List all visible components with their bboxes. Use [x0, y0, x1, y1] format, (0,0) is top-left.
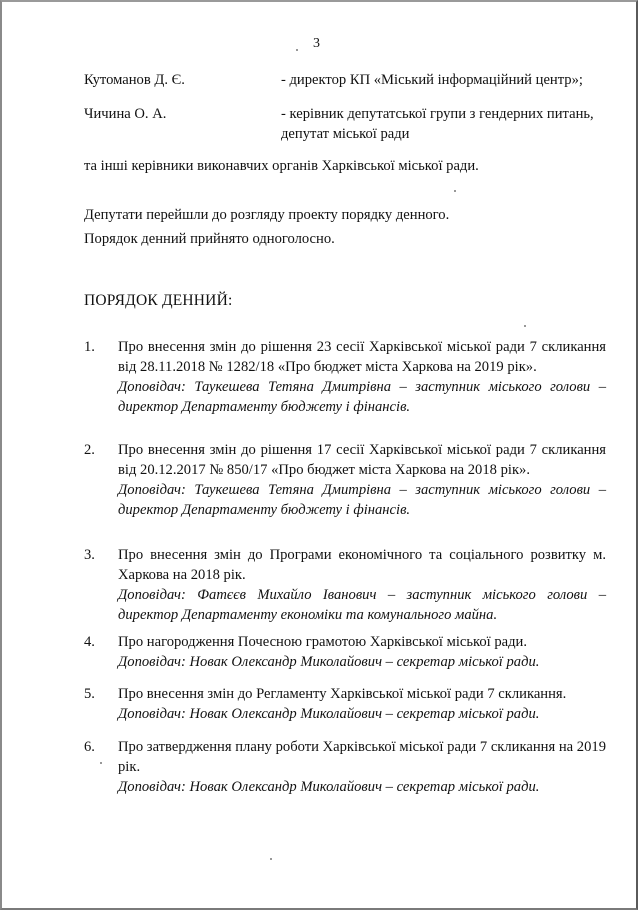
- agenda-item: [84, 632, 606, 672]
- agenda-item-body: [118, 545, 606, 625]
- adopted-paragraph: Порядок денний прийнято одноголосно.: [84, 231, 335, 247]
- agenda-item-number: 4.: [84, 634, 95, 650]
- agenda-item-body: [118, 737, 606, 797]
- scan-speck: [100, 762, 102, 764]
- agenda-item-body: [118, 632, 606, 672]
- attendee-role: - директор КП «Міський інформаційний центр»;: [281, 72, 583, 88]
- agenda-item-speaker: Доповідач: Фатєєв Михайло Іванович – заступник міського голови – директор Департаменту економіки та комунального майна.: [118, 587, 606, 623]
- agenda-item-speaker: Доповідач: Новак Олександр Миколайович – секретар міської ради.: [118, 654, 540, 670]
- agenda-item-speaker: Доповідач: Новак Олександр Миколайович – секретар міської ради.: [118, 779, 540, 795]
- agenda-item-body: [118, 337, 606, 417]
- attendee-role: - керівник депутатської групи з гендерних питань, депутат міської ради: [281, 106, 594, 142]
- agenda-item-speaker: Доповідач: Таукешева Тетяна Дмитрівна – заступник міського голови – директор Департаменту бюджету і фінансів.: [118, 482, 606, 518]
- agenda-item-speaker: Доповідач: Таукешева Тетяна Дмитрівна – заступник міського голови – директор Департаменту бюджету і фінансів.: [118, 379, 606, 415]
- scan-speck: [296, 49, 298, 51]
- attendee-name: Чичина О. А.: [84, 106, 167, 122]
- agenda-item: [84, 684, 606, 724]
- agenda-item-body: [118, 684, 606, 724]
- agenda-item-title: Про нагородження Почесною грамотою Харківської міської ради.: [118, 634, 528, 650]
- agenda-item-speaker: Доповідач: Новак Олександр Миколайович – секретар міської ради.: [118, 706, 540, 722]
- agenda-item-title: Про внесення змін до Регламенту Харківської міської ради 7 скликання.: [118, 686, 567, 702]
- transition-paragraph: Депутати перейшли до розгляду проекту порядку денного.: [84, 207, 450, 223]
- agenda-item-number: 5.: [84, 686, 95, 702]
- agenda-item: [84, 337, 606, 417]
- agenda-item-title: Про затвердження плану роботи Харківської міської ради 7 скликання на 2019 рік.: [118, 739, 606, 775]
- agenda-item-title: Про внесення змін до рішення 23 сесії Харківської міської ради 7 скликання від 28.11.2018 № 1282/18 «Про бюджет міста Харкова на 2019 рік».: [118, 339, 606, 375]
- agenda-item: [84, 545, 606, 625]
- agenda-heading: ПОРЯДОК ДЕННИЙ:: [84, 292, 233, 309]
- page-number: 3: [313, 36, 320, 51]
- agenda-item: [84, 440, 606, 520]
- scan-speck: [524, 325, 526, 327]
- scan-speck: [454, 190, 456, 192]
- agenda-item-number: 2.: [84, 442, 95, 458]
- agenda-item-number: 1.: [84, 339, 95, 355]
- scan-speck: [270, 858, 272, 860]
- agenda-item-number: 3.: [84, 547, 95, 563]
- agenda-item-title: Про внесення змін до Програми економічного та соціального розвитку м. Харкова на 2018 рік.: [118, 547, 606, 583]
- attendee-row: [84, 104, 614, 144]
- others-paragraph: та інші керівники виконавчих органів Харківської міської ради.: [84, 158, 479, 174]
- agenda-item-body: [118, 440, 606, 520]
- attendee-name: Кутоманов Д. Є.: [84, 72, 185, 88]
- attendee-row: [84, 69, 614, 91]
- agenda-item: [84, 737, 606, 797]
- agenda-item-title: Про внесення змін до рішення 17 сесії Харківської міської ради 7 скликання від 20.12.2017 № 850/17 «Про бюджет міста Харкова на 2018 рік».: [118, 442, 606, 478]
- agenda-item-number: 6.: [84, 739, 95, 755]
